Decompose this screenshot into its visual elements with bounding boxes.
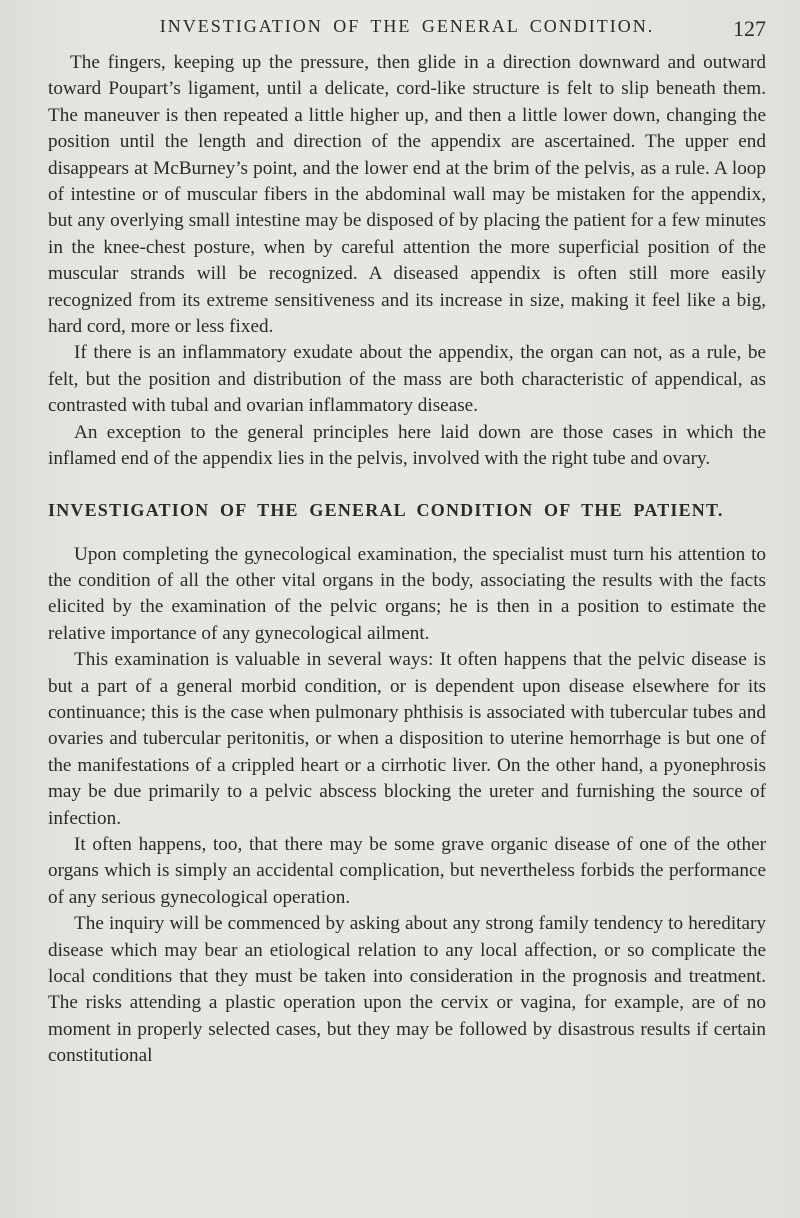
paragraph-appendix-palpation: The fingers, keeping up the pressure, then glide in a direction downward and outward toward Poupart’s ligament, until a delicate, cord-like structure is felt to slip beneath them. The maneuver is then repeated a little higher up, and then a little lower down, changing the position until the length and direction of the appendix are ascertained. The upper end disappears at McBurney’s point, and the lower end at the brim of the pelvis, as a rule. A loop of intestine or of muscular fibers in the abdominal wall may be mistaken for the appendix, but any overlying small intestine may be disposed of by placing the patient for a few minutes in the knee-chest posture, when by careful attention the more superficial position of the muscular strands will be recognized. A diseased appendix is often still more easily recognized from its extreme sensitiveness and its increase in size, making it feel like a big, hard cord, more or less fixed. <box>48 52 766 338</box>
paragraph-examination-value: This examination is valuable in several ways: It often happens that the pelvic disease is but a part of a general morbid condition, or is dependent upon disease elsewhere for its continuance; this is the case when pulmonary phthisis is associated with tubercular tubes and ovaries and tubercular peritonitis, or when a disposition to uterine hemorrhage is but one of the manifestations of a crippled heart or a cirrhotic liver. On the other hand, a pyonephrosis may be due primarily to a pelvic abscess blocking the ureter and furnishing the source of infection. <box>48 649 766 829</box>
paragraph-organic-disease: It often happens, too, that there may be some grave organic disease of one of the other organs which is simply an accidental complication, but nevertheless forbids the performance of any serious gynecological operation. <box>48 833 766 908</box>
running-head <box>48 16 766 50</box>
page-number: 127 <box>733 16 766 41</box>
paragraph-exception: An exception to the general principles here laid down are those cases in which the inflamed end of the appendix lies in the pelvis, involved with the right tube and ovary. <box>48 421 766 470</box>
body-text <box>48 50 766 1070</box>
paragraph-inflammatory-exudate: If there is an inflammatory exudate about the appendix, the organ can not, as a rule, be felt, but the position and distribution of the mass are both characteristic of appendical, as contrasted with tubal and ovarian inflammatory disease. <box>48 342 766 417</box>
paragraph-family-inquiry: The inquiry will be commenced by asking about any strong family tendency to hereditary disease which may bear an etiological relation to any local affection, or so complicate the local conditions that they must be taken into consideration in the prognosis and treatment. The risks attending a plastic operation upon the cervix or vagina, for example, are of no moment in properly selected cases, but they may be followed by disastrous results if certain constitutional <box>48 913 766 1067</box>
running-title: INVESTIGATION OF THE GENERAL CONDITION. <box>159 16 655 36</box>
section-heading: INVESTIGATION OF THE GENERAL CONDITION OF THE PATIENT. <box>48 499 724 520</box>
paragraph-general-examination: Upon completing the gynecological examination, the specialist must turn his attention to the condition of all the other vital organs in the body, associating the results with the facts elicited by the examination of the pelvic organs; he is then in a position to estimate the relative importance of any gynecological ailment. <box>48 543 766 644</box>
